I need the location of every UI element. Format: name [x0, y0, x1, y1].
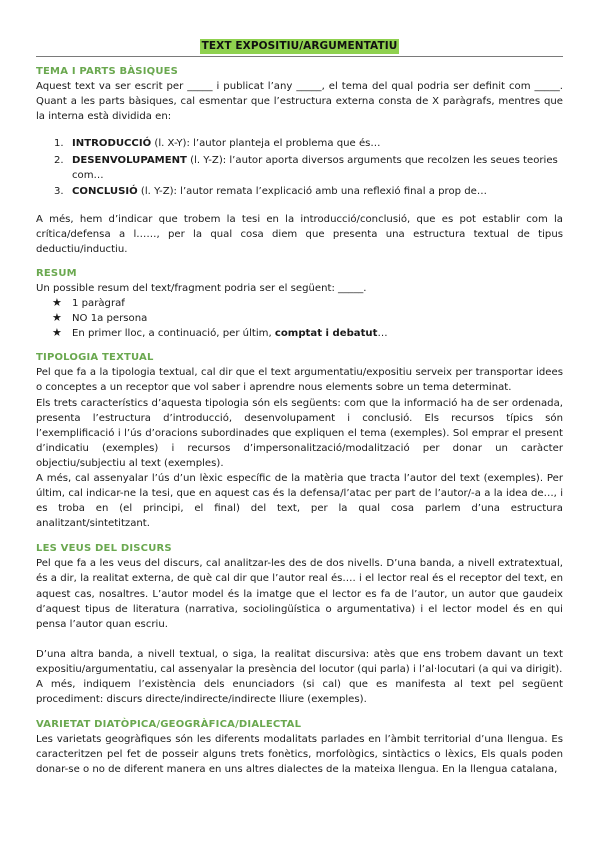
heading-varietat: VARIETAT DIATÒPICA/GEOGRÀFICA/DIALECTAL — [36, 719, 302, 731]
document-title: TEXT EXPOSITIU/ARGUMENTATIU — [201, 40, 398, 52]
heading-tema: TEMA I PARTS BÀSIQUES — [36, 66, 179, 77]
bullet-text: 1 paràgraf — [72, 298, 125, 310]
tipologia-p3: A més, cal assenyalar l’ús d’un lèxic específic de la matèria que tracta l’autor del text (exemples). Per últim, cal indicar-ne la tesi, que en aquest cas és la defensa/l’atac per part de l’autor/-a a la idea de…, i es troba en (el principi, el final) del text, per la qual cosa parlem d’una estructura analitzant/sintetitzant. — [36, 472, 563, 530]
list-item — [36, 311, 563, 326]
bullet-bold-text: comptat i debatut — [274, 328, 378, 340]
heading-veus: LES VEUS DEL DISCURS — [36, 543, 172, 555]
list-number: 2. — [54, 155, 64, 167]
tema-closing: A més, hem d’indicar que trobem la tesi en la introducció/conclusió, que es pot establir com la crítica/defensa a l……, per la qual cosa diem que presenta una estructura textual de tipus deductiu/inductiu. — [36, 213, 563, 255]
list-number: 1. — [54, 138, 64, 150]
star-bullet-icon: ★ — [52, 311, 62, 325]
veus-p2: D’una altra banda, a nivell textual, o siga, la realitat discursiva: atès que ens trobem davant un text expositiu/argumentatiu, cal assenyalar la presència del locutor (qui parla) i l’al·locutari (a qui va dirigit). — [36, 648, 563, 675]
veus-p3: A més, indiquem l’existència dels enunciadors (si cal) que es manifesta al text pel següent procediment: discurs directe/indirecte/indirecte lliure (exemples). — [36, 679, 563, 706]
list-item-text: (l. Y-Z): l’autor remata l’explicació amb una reflexió final a prop de… — [137, 185, 487, 197]
heading-resum: RESUM — [36, 267, 77, 279]
list-item — [36, 136, 563, 151]
veus-p1: Pel que fa a les veus del discurs, cal analitzar-les des de dos nivells. D’una banda, a nivell extratextual, és a dir, la realitat externa, de què cal dir que l’autor real és…. i el lector real és el receptor del text, en aquest cas, nosaltres. L’autor model és la imatge que el lector es fa de l’autor, un autor que gaudeix d’aquest tipus de literatura (narrativa, sociolingüística o argumentativa) i el lector model és en qui pensa l’autor quan escriu. — [36, 558, 563, 630]
tipologia-p2: Els trets característics d’aquesta tipologia són els següents: com que la informació ha de ser ordenada, presenta l’estructura d’introducció, desenvolupament i conclusió. Els recursos típics són l’exemplificació i l’ús d’oracions subordinades que expliquen el tema (exemples). Sol emprar el present d’indicatiu (exemples) i recursos d’impersonalització/modalització per donar un caràcter objectiu/subjectiu al text (exemples). — [36, 397, 563, 469]
title-wrapper — [36, 34, 563, 50]
list-number: 3. — [54, 185, 64, 197]
heading-tipologia: TIPOLOGIA TEXTUAL — [36, 352, 154, 364]
title-divider — [36, 56, 563, 57]
bullet-text: En primer lloc, a continuació, per últim, — [72, 328, 275, 340]
star-bullet-icon: ★ — [52, 326, 62, 340]
parts-list — [36, 136, 563, 198]
bullet-suffix: … — [377, 328, 388, 340]
tipologia-p1: Pel que fa a la tipologia textual, cal dir que el text argumentatiu/expositiu serveix per transportar idees o conceptes a un receptor que vol saber i aprendre nous elements sobre un tema determinat. — [36, 367, 563, 394]
list-item-label: DESENVOLUPAMENT — [72, 155, 187, 167]
resum-bullets — [36, 296, 563, 341]
list-item-text: (l. Y-Z): l’autor aporta diversos arguments que recolzen les seues teories com… — [72, 155, 558, 182]
list-item — [36, 296, 563, 311]
list-item — [36, 326, 563, 341]
varietat-p1: Les varietats geogràfiques són les diferents modalitats parlades en l’àmbit territorial d’una llengua. Es caracteritzen pel fet de posseir alguns trets fonètics, morfològics, sintàctics o lèxics, Els quals poden donar-se o no de diferent manera en uns altres dialectes de la mateixa llengua. En la llengua catalana, — [36, 734, 563, 776]
bullet-text: NO 1a persona — [72, 313, 148, 325]
document-page — [36, 34, 563, 777]
star-bullet-icon: ★ — [52, 296, 62, 310]
list-item-text: (l. X-Y): l’autor planteja el problema que és… — [151, 138, 381, 150]
list-item-label: CONCLUSIÓ — [72, 185, 138, 197]
list-item — [36, 153, 563, 183]
list-item-label: INTRODUCCIÓ — [72, 138, 152, 150]
resum-intro: Un possible resum del text/fragment podria ser el següent: _____. — [36, 282, 367, 294]
list-item — [36, 184, 563, 199]
tema-intro: Aquest text va ser escrit per _____ i publicat l’any _____, el tema del qual podria ser definit com _____. Quant a les parts bàsiques, cal esmentar que l’estructura externa consta de X paràgrafs, mentres que la interna està dividida en: — [36, 81, 563, 123]
